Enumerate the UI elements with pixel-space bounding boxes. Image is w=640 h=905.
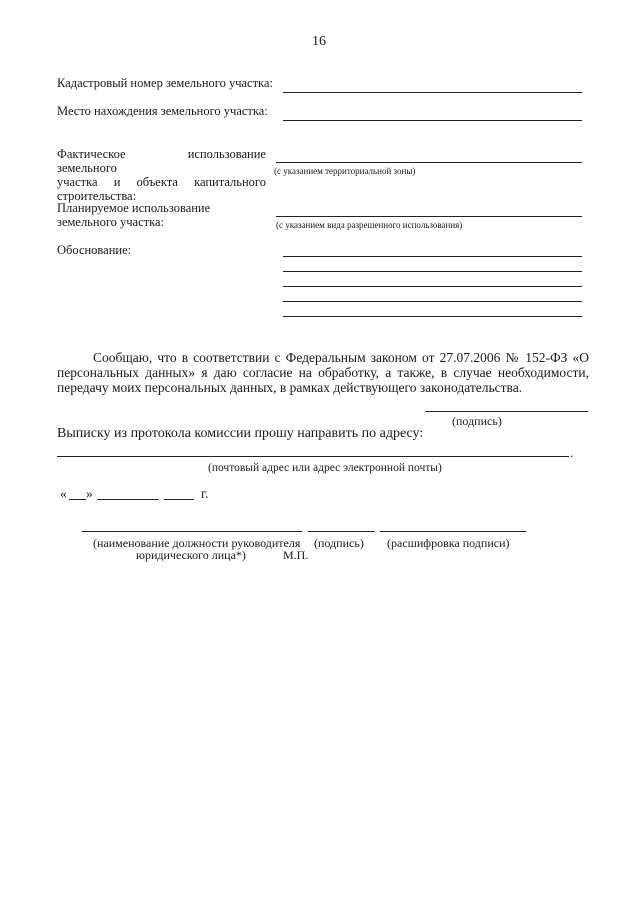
position-label-line1: (наименование должности руководителя — [93, 536, 301, 550]
actual-use-line3: строительства: — [57, 189, 137, 203]
consent-line: Сообщаю, что в соответствии с Федеральным законом от 27.07.2006 № 152-ФЗ «О — [93, 350, 589, 365]
footer-decoding-field[interactable] — [380, 531, 526, 532]
actual-use-line1: Фактическое использование земельного — [57, 147, 266, 175]
seal-label: М.П. — [283, 548, 309, 562]
extract-request: Выписку из протокола комиссии прошу направить по адресу: — [57, 426, 424, 441]
justification-line[interactable] — [283, 256, 582, 257]
decoding-label: (расшифровка подписи) — [387, 536, 510, 550]
date-day-field[interactable] — [69, 499, 86, 500]
actual-use-field[interactable] — [276, 162, 582, 163]
justification-line[interactable] — [283, 316, 582, 317]
planned-use-hint: (с указанием вида разрешенного использования) — [276, 220, 463, 230]
date-year-suffix: г. — [201, 486, 209, 501]
location-label: Место нахождения земельного участка: — [57, 104, 268, 118]
footer-signature-label: (подпись) — [314, 536, 364, 550]
date-line — [60, 486, 220, 502]
position-field[interactable] — [82, 531, 302, 532]
signature-hint: (подпись) — [452, 414, 502, 428]
justification-line[interactable] — [283, 271, 582, 272]
signature-line[interactable] — [425, 411, 588, 412]
cadastral-number-field[interactable] — [283, 92, 582, 93]
date-year-field[interactable] — [164, 499, 194, 500]
consent-line: передачу моих персональных данных, в рамках действующего законодательства. — [57, 380, 523, 395]
actual-use-label — [57, 147, 266, 203]
actual-use-line2 — [57, 175, 266, 189]
planned-use-field[interactable] — [276, 216, 582, 217]
date-open-quote: « — [60, 486, 67, 501]
position-label-line2: юридического лица*) — [136, 548, 246, 562]
actual-use-word: и — [113, 175, 121, 189]
date-close-quote: » — [86, 486, 93, 501]
consent-paragraph — [57, 350, 589, 395]
justification-label: Обоснование: — [57, 243, 132, 257]
justification-line[interactable] — [283, 286, 582, 287]
actual-use-word: объекта — [136, 175, 178, 189]
planned-use-line2: земельного участка: — [57, 215, 165, 229]
cadastral-number-label: Кадастровый номер земельного участка: — [57, 76, 273, 90]
consent-line: персональных данных» я даю согласие на обработку, а также, в случае необходимости, — [57, 365, 589, 380]
planned-use-line1: Планируемое использование — [57, 201, 211, 215]
date-month-field[interactable] — [97, 499, 159, 500]
page-number: 16 — [312, 34, 326, 49]
footer-signature-field[interactable] — [308, 531, 375, 532]
address-hint: (почтовый адрес или адрес электронной почты) — [208, 462, 442, 474]
actual-use-word: участка — [57, 175, 98, 189]
planned-use-label — [57, 201, 210, 229]
justification-line[interactable] — [283, 301, 582, 302]
actual-use-hint: (с указанием территориальной зоны) — [274, 166, 416, 176]
actual-use-word: капитального — [194, 175, 266, 189]
address-trailing-dot: . — [570, 445, 574, 460]
location-field[interactable] — [283, 120, 582, 121]
address-field[interactable] — [57, 456, 569, 457]
